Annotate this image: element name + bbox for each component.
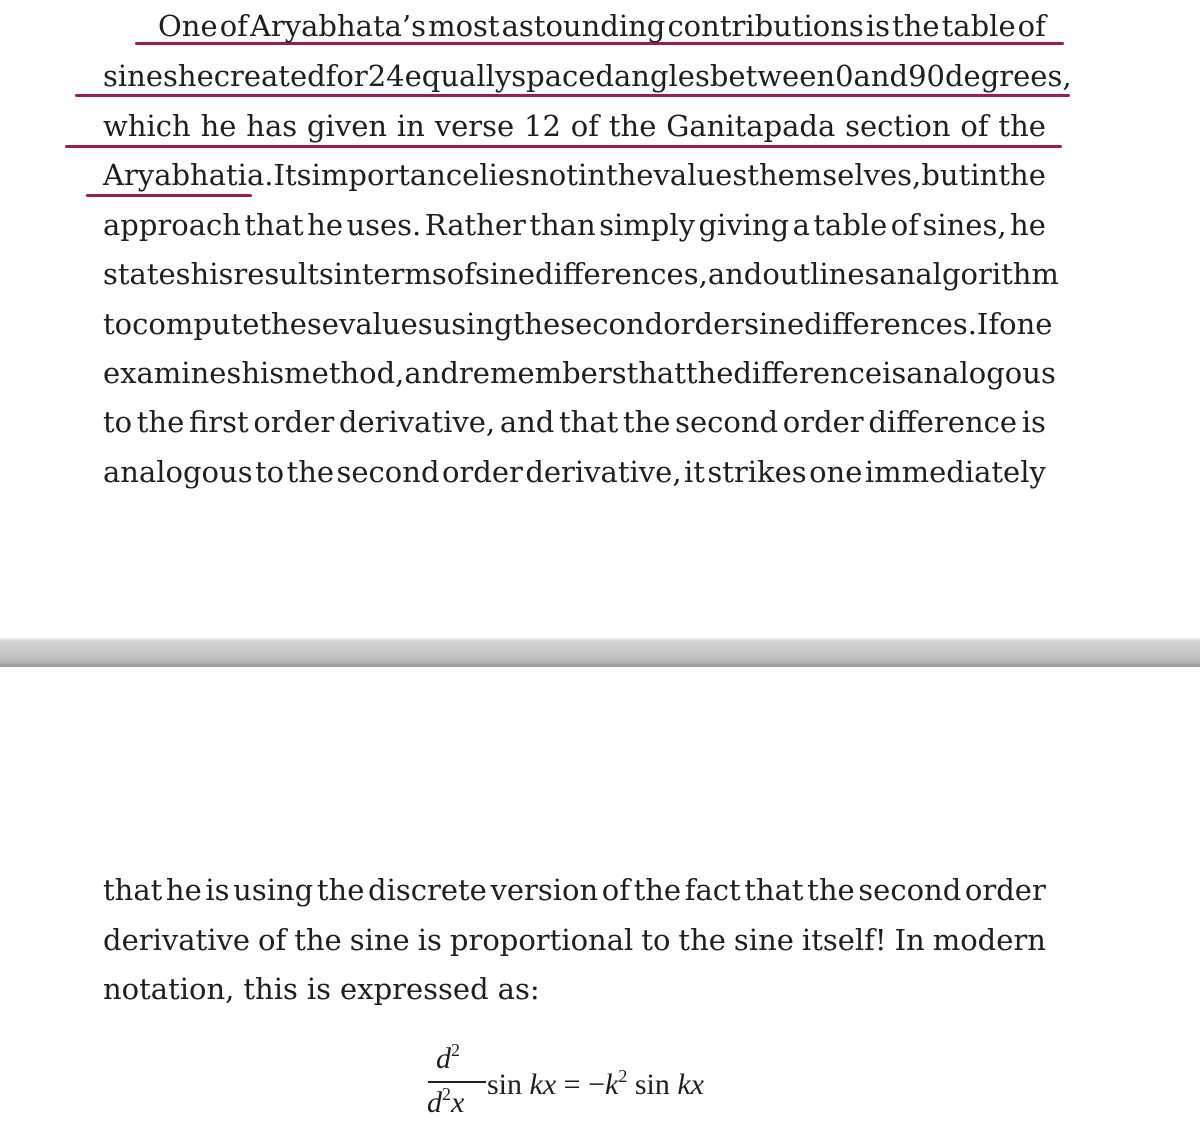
word: contributions — [667, 9, 864, 43]
paragraph-line — [103, 106, 1046, 146]
word: that — [626, 356, 686, 390]
paragraph-line — [103, 56, 1072, 96]
word: fact — [684, 873, 741, 907]
word: lies — [479, 158, 530, 192]
word: derivative, — [525, 455, 682, 489]
word: spaced — [511, 59, 614, 93]
word: analogous — [906, 356, 1056, 390]
word: and — [499, 405, 555, 439]
word: an — [879, 257, 916, 291]
word: the — [685, 356, 734, 390]
word: a — [792, 208, 810, 242]
paragraph-line — [103, 304, 1053, 344]
word: derivative — [103, 923, 251, 957]
word: that — [744, 873, 804, 907]
word: simply — [599, 208, 695, 242]
word: is — [1021, 405, 1046, 439]
word: second — [336, 455, 440, 489]
word: Rather — [424, 208, 526, 242]
word: sine — [733, 923, 794, 957]
word: he — [307, 208, 343, 242]
word: equally — [404, 59, 512, 93]
word: verse — [434, 109, 515, 143]
word: the — [633, 873, 682, 907]
word: the — [294, 923, 342, 957]
word: of — [258, 923, 287, 957]
word: in — [970, 158, 999, 192]
word: results — [233, 257, 334, 291]
word: of — [890, 208, 919, 242]
word: and — [707, 257, 763, 291]
word: the — [316, 873, 365, 907]
word: Aryabhata’s — [249, 9, 427, 43]
word: Its — [273, 158, 312, 192]
word: themselves, — [747, 158, 922, 192]
word: order — [663, 307, 745, 341]
word: first — [188, 405, 249, 439]
word: astounding — [501, 9, 666, 43]
word: that — [559, 405, 619, 439]
word: remembers — [458, 356, 627, 390]
word: In — [894, 923, 925, 957]
word: the — [678, 923, 726, 957]
word: using — [233, 873, 314, 907]
paragraph-line — [103, 969, 1046, 1009]
word: to — [103, 405, 133, 439]
word: importance — [311, 158, 480, 192]
word: the — [512, 307, 561, 341]
word: order — [782, 405, 864, 439]
paragraph-line — [103, 254, 1059, 294]
word: he — [200, 109, 237, 143]
word: the — [608, 109, 657, 143]
word: most — [428, 9, 500, 43]
word: of — [601, 873, 630, 907]
word: 12 — [524, 109, 561, 143]
word: order — [253, 405, 335, 439]
word: of — [446, 257, 475, 291]
word: one — [999, 307, 1053, 341]
word: the — [605, 158, 654, 192]
word: order — [441, 455, 523, 489]
word: he — [177, 59, 214, 93]
word: immediately — [864, 455, 1046, 489]
word: the — [892, 9, 940, 43]
word: table — [813, 208, 888, 242]
word: 0 — [835, 59, 854, 93]
equation-expression: sin kx = $-k^2$ sin kx — [487, 1066, 704, 1101]
word: approach — [103, 208, 241, 242]
word: itself! — [801, 923, 887, 957]
word: sines, — [922, 208, 1007, 242]
word: algorithm — [915, 257, 1059, 291]
word: angles — [614, 59, 710, 93]
word: that — [244, 208, 304, 242]
word: difference — [733, 356, 883, 390]
word: created — [213, 59, 326, 93]
word: differences. — [804, 307, 977, 341]
paragraph-line — [103, 920, 1046, 960]
word: outlines — [762, 257, 880, 291]
word: discrete — [368, 873, 487, 907]
word: it — [683, 455, 705, 489]
word: table — [941, 9, 1016, 43]
word: second — [560, 307, 664, 341]
word: the — [807, 873, 855, 907]
word: these — [259, 307, 339, 341]
word: to — [641, 923, 671, 957]
equation — [425, 1040, 755, 1140]
word: strikes — [707, 455, 807, 489]
word: given — [306, 109, 388, 143]
word: and — [404, 356, 459, 390]
word: giving — [698, 208, 790, 242]
word: difference — [868, 405, 1018, 439]
word: than — [529, 208, 596, 242]
word: terms — [361, 257, 447, 291]
word: the — [622, 405, 671, 439]
word: of — [960, 109, 989, 143]
word: examines — [103, 356, 242, 390]
word: in — [396, 109, 425, 143]
word: sine — [349, 923, 410, 957]
word: in — [577, 158, 606, 192]
word: proportional — [449, 923, 634, 957]
paragraph-line — [103, 155, 1046, 195]
equation-numerator: $d^2$ — [436, 1040, 460, 1075]
word: is — [882, 356, 907, 390]
word: is — [417, 923, 442, 957]
word: method, — [284, 356, 405, 390]
word: degrees, — [944, 59, 1072, 93]
word: which — [103, 109, 191, 143]
word: to — [103, 307, 133, 341]
word: modern — [932, 923, 1046, 957]
word: between — [709, 59, 836, 93]
word: to — [255, 455, 285, 489]
word: in — [333, 257, 362, 291]
paragraph-line — [103, 353, 1056, 393]
word: of — [219, 9, 248, 43]
word: values — [653, 158, 748, 192]
word: this — [243, 972, 298, 1006]
word: second — [675, 405, 779, 439]
word: using — [432, 307, 513, 341]
word: of — [570, 109, 599, 143]
word: section — [845, 109, 951, 143]
word: sines — [103, 59, 178, 93]
word: is — [306, 972, 332, 1006]
word: expressed — [340, 972, 489, 1006]
word: notation, — [103, 972, 235, 1006]
word: he — [165, 873, 202, 907]
page-divider — [0, 638, 1200, 667]
word: sine — [744, 307, 805, 341]
word: as: — [497, 972, 540, 1006]
word: values — [338, 307, 433, 341]
word: and — [853, 59, 909, 93]
word: not — [530, 158, 578, 192]
word: differences, — [535, 257, 708, 291]
word: he — [1010, 208, 1046, 242]
paragraph-line — [158, 6, 1046, 46]
word: is — [205, 873, 230, 907]
word: analogous — [103, 455, 253, 489]
word: second — [858, 873, 962, 907]
word: Aryabhatia. — [103, 158, 274, 192]
word: compute — [132, 307, 260, 341]
word: for — [325, 59, 368, 93]
paragraph-line — [103, 452, 1046, 492]
word: the — [286, 455, 335, 489]
paragraph-line — [103, 205, 1046, 245]
paragraph-line — [103, 870, 1046, 910]
word: is — [865, 9, 891, 43]
word: 24 — [367, 59, 405, 93]
word: the — [998, 109, 1046, 143]
word: that — [103, 873, 163, 907]
paragraph-line — [103, 402, 1046, 442]
word: If — [976, 307, 1000, 341]
word: sine — [475, 257, 535, 291]
word: one — [809, 455, 863, 489]
word: uses. — [346, 208, 422, 242]
word: but — [921, 158, 971, 192]
word: the — [136, 405, 185, 439]
word: 90 — [908, 59, 945, 93]
word: of — [1017, 9, 1046, 43]
word: states — [103, 257, 191, 291]
word: version — [490, 873, 599, 907]
word: Ganitapada — [666, 109, 836, 143]
word: has — [246, 109, 298, 143]
word: order — [964, 873, 1046, 907]
word: his — [190, 257, 234, 291]
word: One — [158, 9, 218, 43]
word: the — [998, 158, 1046, 192]
word: derivative, — [338, 405, 496, 439]
fraction-bar — [428, 1081, 486, 1083]
word: his — [241, 356, 285, 390]
equation-denominator: $d^2x$ — [427, 1084, 465, 1119]
